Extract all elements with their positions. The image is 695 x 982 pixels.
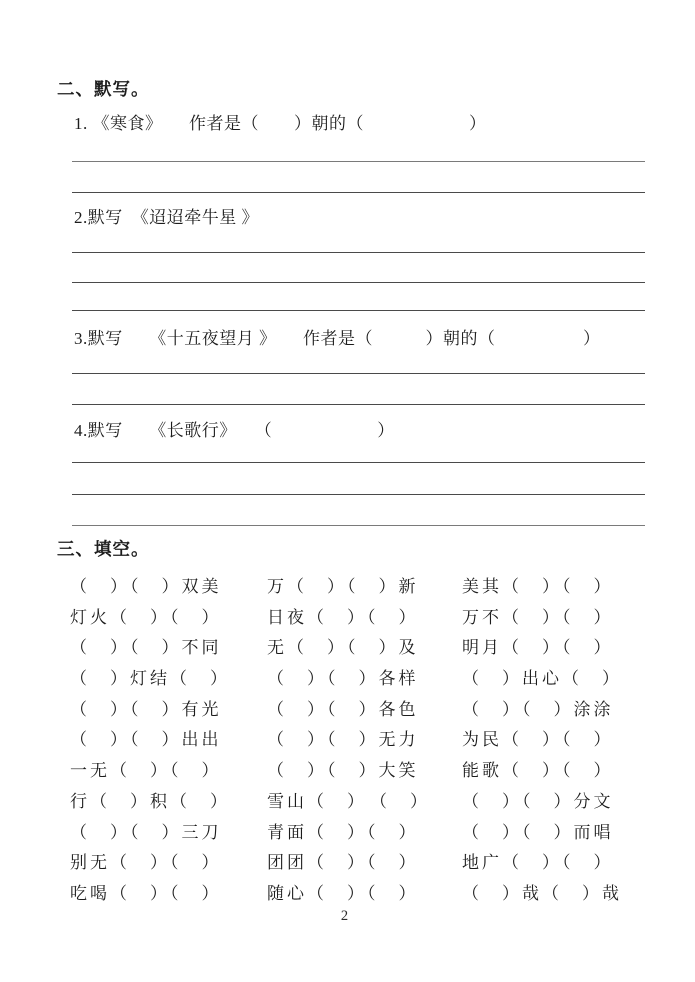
fill-row [0,575,695,606]
dictation-item-1: 1. 《寒食》 作者是（ ）朝的（ ） [74,114,487,133]
fill-cell: 为民（ ）（ ） [462,730,614,750]
dictation-item-4: 4.默写 《长歌行》 （ ） [74,421,395,440]
fill-row [0,759,695,790]
fill-cell: 行（ ）积（ ） [70,791,230,811]
fill-cell: 别无（ ）（ ） [70,853,222,873]
fill-cell: 吃喝（ ）（ ） [70,883,222,903]
section-dictation-heading: 二、默写。 [57,79,150,99]
fill-cell: 美其（ ）（ ） [462,577,614,596]
fill-cell: 地广（ ）（ ） [462,853,614,873]
answer-line [72,310,645,311]
answer-line [72,462,645,463]
fill-cell: （ ）（ ）双美 [70,577,222,596]
answer-line [72,192,645,193]
fill-cell: （ ）（ ）三刀 [70,822,222,842]
fill-cell: 万（ ）（ ）新 [267,577,419,596]
answer-line [72,404,645,405]
fill-cell: 无（ ）（ ）及 [267,638,419,658]
dictation-item-3: 3.默写 《十五夜望月 》 作者是（ ）朝的（ ） [74,329,601,348]
dictation-item-2: 2.默写 《迢迢牵牛星 》 [74,208,259,227]
section-fill-heading: 三、填空。 [57,539,150,559]
fill-row [0,698,695,729]
fill-cell: （ ）（ ）各色 [267,699,419,719]
fill-cell: 青面（ ）（ ） [267,822,419,842]
answer-line [72,161,645,162]
fill-cell: 团团（ ）（ ） [267,853,419,873]
fill-cell: 明月（ ）（ ） [462,638,614,658]
fill-row [0,606,695,637]
fill-row [0,851,695,882]
fill-cell: （ ）灯结（ ） [70,669,230,689]
fill-cell: （ ）（ ）而唱 [462,822,614,842]
page-number: 2 [340,908,349,924]
fill-cell: 雪山（ ） （ ） [267,791,430,811]
answer-line [72,282,645,283]
fill-cell: （ ）哉（ ）哉 [462,883,622,903]
fill-row [0,667,695,698]
fill-cell: （ ）（ ）出出 [70,730,222,750]
fill-row [0,790,695,821]
answer-line [72,252,645,253]
fill-cell: 万不（ ）（ ） [462,607,614,627]
fill-cell: （ ）出心（ ） [462,669,622,689]
fill-cell: （ ）（ ）有光 [70,699,222,719]
answer-line [72,373,645,374]
fill-cell: 随心（ ）（ ） [267,883,419,903]
fill-cell: 能歌（ ）（ ） [462,761,614,781]
fill-cell: （ ）（ ）涂涂 [462,699,614,719]
fill-row [0,728,695,759]
fill-cell: （ ）（ ）不同 [70,638,222,658]
fill-row [0,821,695,852]
fill-cell: （ ）（ ）大笑 [267,761,419,781]
fill-cell: （ ）（ ）无力 [267,730,419,750]
fill-row [0,636,695,667]
fill-cell: 日夜（ ）（ ） [267,607,419,627]
fill-cell: （ ）（ ）分文 [462,791,614,811]
answer-line [72,494,645,495]
fill-cell: 灯火（ ）（ ） [70,607,222,627]
fill-in-grid [0,575,695,913]
fill-cell: （ ）（ ）各样 [267,669,419,689]
answer-line [72,525,645,526]
fill-cell: 一无（ ）（ ） [70,761,222,781]
